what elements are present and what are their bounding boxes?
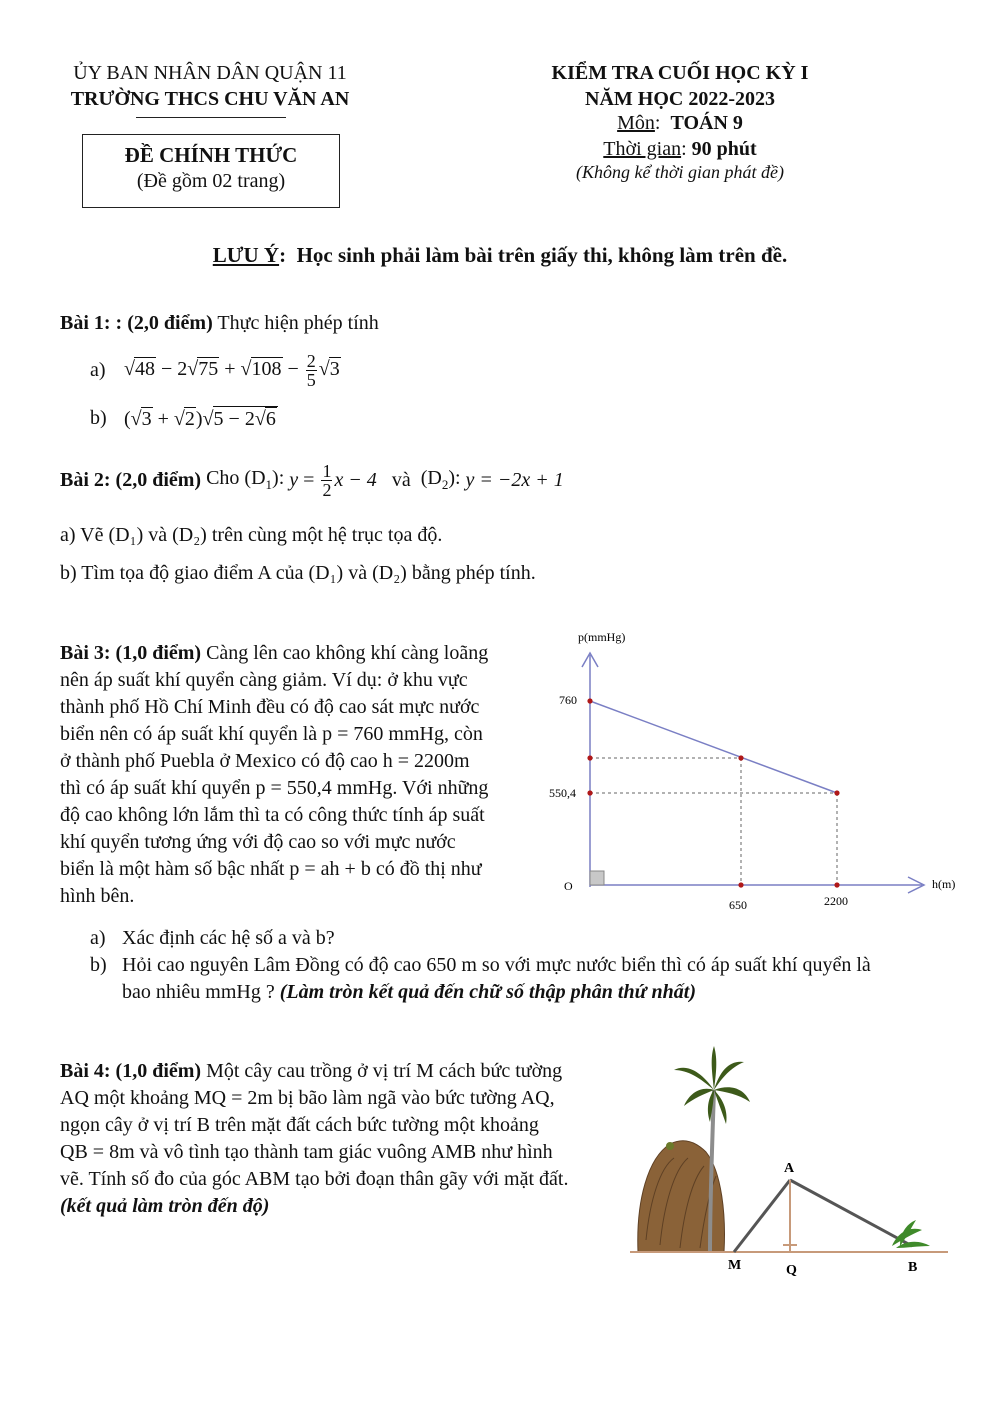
school-name: TRƯỜNG THCS CHU VĂN AN: [70, 88, 350, 110]
time-line: Thời gian: 90 phút: [603, 138, 757, 160]
bai4-line: AQ một khoảng MQ = 2m bị bão làm ngã vào bức tường AQ,: [60, 1087, 555, 1109]
broken-trunk-upper: [790, 1180, 912, 1246]
notice-label: LƯU Ý: [212, 243, 280, 267]
broken-trunk-lower: [734, 1180, 790, 1252]
bai3-a: [90, 925, 335, 952]
label-q: Q: [786, 1263, 797, 1278]
official-pages: (Đề gồm 02 trang): [136, 170, 286, 192]
pressure-graph: [540, 625, 970, 915]
district-committee: ỦY BAN NHÂN DÂN QUẬN 11: [73, 62, 347, 84]
point-2200: [834, 790, 839, 795]
bai2-b: b) Tìm tọa độ giao điểm A của (D₁) và (D₂) bằng phép tính.: [60, 562, 536, 584]
school-year: NĂM HỌC 2022-2023: [585, 88, 775, 110]
bai4-line: ngọn cây ở vị trí B trên mặt đất cách bức tường một khoảng: [60, 1114, 539, 1136]
bai3-line: độ cao không lớn lắm thì ta có công thức tính áp suất: [60, 804, 485, 826]
palm-tree-figure: [630, 1040, 960, 1285]
bai3-line: khí quyển tương ứng với độ cao so với mực nước: [60, 831, 456, 853]
bai3-a-text: Xác định các hệ số a và b?: [122, 927, 335, 949]
radicand-3: 3: [329, 357, 340, 380]
x-axis-label: h(m): [932, 877, 956, 891]
bai1-a-expr: √48 − 2√75 + √108 − $\frac{2}{5}$ √3: [124, 350, 340, 390]
radicand-75: 75: [198, 357, 219, 380]
bai4-text: [60, 1058, 620, 1220]
bai3-line: thành phố Hồ Chí Minh đều có độ cao sát mực nước: [60, 696, 480, 718]
radicand-2: 2: [184, 407, 195, 430]
bai3-b-text: Hỏi cao nguyên Lâm Đồng có độ cao 650 m so với mực nước biển thì có áp suất khí quyển là: [122, 954, 871, 976]
y-axis-label: p(mmHg): [578, 630, 626, 644]
time-note: (Không kể thời gian phát đề): [575, 162, 785, 182]
haystack-top: [666, 1142, 674, 1150]
bai1-a-label: a): [90, 358, 106, 381]
subject-line: Môn: TOÁN 9: [617, 112, 743, 134]
point-550: [587, 790, 592, 795]
point-x-2200: [834, 882, 839, 887]
bai1-b: [90, 402, 278, 434]
official-title: ĐỀ CHÍNH THỨC: [124, 143, 298, 167]
exam-title: KIỂM TRA CUỐI HỌC KỲ I: [551, 62, 809, 84]
bai3-title: Bài 3: (1,0 điểm): [60, 642, 202, 664]
fraction-1-2: [321, 462, 332, 499]
d2-eq: y = −2x + 1: [465, 468, 564, 491]
bai3-a-label: a): [90, 927, 106, 949]
function-line: [590, 701, 837, 793]
point-x-650: [738, 882, 743, 887]
frac-num: 1: [322, 460, 332, 481]
radicand-108: 108: [251, 357, 282, 380]
bai4-title: Bài 4: (1,0 điểm): [60, 1060, 202, 1082]
bai4-note: (kết quả làm tròn đến độ): [60, 1195, 270, 1217]
bai2-a: a) Vẽ (D₁) và (D₂) trên cùng một hệ trục tọa độ.: [60, 524, 443, 546]
origin-label: O: [564, 879, 573, 893]
bai3-b: [90, 952, 970, 1006]
bai1-desc: Thực hiện phép tính: [217, 312, 379, 334]
frac-num: 2: [306, 350, 316, 371]
bai3-line: ở thành phố Puebla ở Mexico có độ cao h = 2200m: [60, 750, 470, 772]
fraction-2-5: [306, 352, 317, 389]
bai2-title: Bài 2: (2,0 điểm): [60, 468, 202, 491]
fallen-leaves: [892, 1220, 930, 1248]
bai3-line: biển là một hàm số bậc nhất p = ah + b có đồ thị như: [60, 858, 482, 880]
bai3-line: thì có áp suất khí quyển p = 550,4 mmHg. Với những: [60, 777, 489, 799]
label-m: M: [728, 1258, 742, 1273]
radicand-3: 3: [141, 407, 152, 430]
d2-label: $(D_2)$:: [420, 467, 461, 492]
coef-2: 2: [177, 357, 188, 380]
time-value: 90 phút: [691, 138, 757, 160]
official-box: [82, 134, 340, 208]
point-760: [587, 698, 592, 703]
bai1-b-expr: (√3 + √2)√5 − 2√6: [124, 407, 276, 430]
d1-eq-tail: x − 4: [334, 468, 377, 491]
bai2-intro: Cho $(D_1)$:: [206, 467, 285, 492]
bai3-line: Càng lên cao không khí càng loãng: [201, 642, 489, 664]
bai3-b-note: (Làm tròn kết quả đến chữ số thập phân thứ nhất): [279, 981, 697, 1003]
tick-2200: 2200: [824, 894, 848, 908]
tick-650: 650: [729, 898, 747, 912]
bai4-line: vẽ. Tính số đo của góc ABM tạo bởi đoạn thân gãy với mặt đất.: [60, 1168, 569, 1190]
tick-550: 550,4: [549, 786, 576, 800]
subject-label: Môn: [617, 112, 655, 134]
time-label: Thời gian: [603, 138, 682, 160]
notice-text: Học sinh phải làm bài trên giấy thi, không làm trên đề.: [296, 243, 788, 267]
label-b: B: [908, 1260, 918, 1275]
point-y-650: [587, 755, 592, 760]
bai1-a: [90, 345, 341, 395]
bai3-b-label: b): [90, 954, 107, 976]
radicand-48: 48: [134, 357, 155, 380]
point-650: [738, 755, 743, 760]
bai4-line: QB = 8m và vô tình tạo thành tam giác vuông AMB như hình: [60, 1141, 553, 1163]
header-rule: [136, 117, 286, 118]
bai1-heading: [60, 310, 379, 337]
bai4-line: Một cây cau trồng ở vị trí M cách bức tường: [201, 1060, 563, 1082]
bai3-line: hình bên.: [60, 885, 135, 907]
right-angle-mark: [590, 871, 604, 885]
bai1-title: Bài 1: : (2,0 điểm): [60, 312, 213, 334]
radicand-6: 6: [265, 407, 276, 430]
tick-760: 760: [559, 693, 577, 707]
subject-value: TOÁN 9: [670, 112, 743, 134]
bai1-b-label: b): [90, 406, 107, 429]
bai3-text: [60, 640, 535, 910]
frac-den: 5: [306, 369, 316, 390]
num-2: 2: [244, 407, 255, 430]
bai3-line: nên áp suất khí quyển càng giảm. Ví dụ: ở khu vực: [60, 669, 468, 691]
frac-den: 2: [322, 479, 332, 500]
num-5: 5: [213, 407, 224, 430]
d1-y: y: [289, 468, 299, 491]
bai2-heading: Bài 2: (2,0 điểm) Cho $(D_1)$: y = $\frac{1}{2}$ x − 4 và $(D_2)$: y = −2x + 1: [60, 460, 564, 500]
notice: LƯU Ý: Học sinh phải làm bài trên giấy thi, không làm trên đề.: [212, 243, 788, 267]
bai3-b-text2: bao nhiêu mmHg ?: [122, 981, 280, 1003]
bai2-and: và: [391, 468, 411, 491]
bai3-line: biển nên có áp suất khí quyển là p = 760 mmHg, còn: [60, 723, 483, 745]
label-a: A: [784, 1161, 795, 1176]
radicand-5-2root6: 5 − 2√6: [213, 407, 276, 430]
